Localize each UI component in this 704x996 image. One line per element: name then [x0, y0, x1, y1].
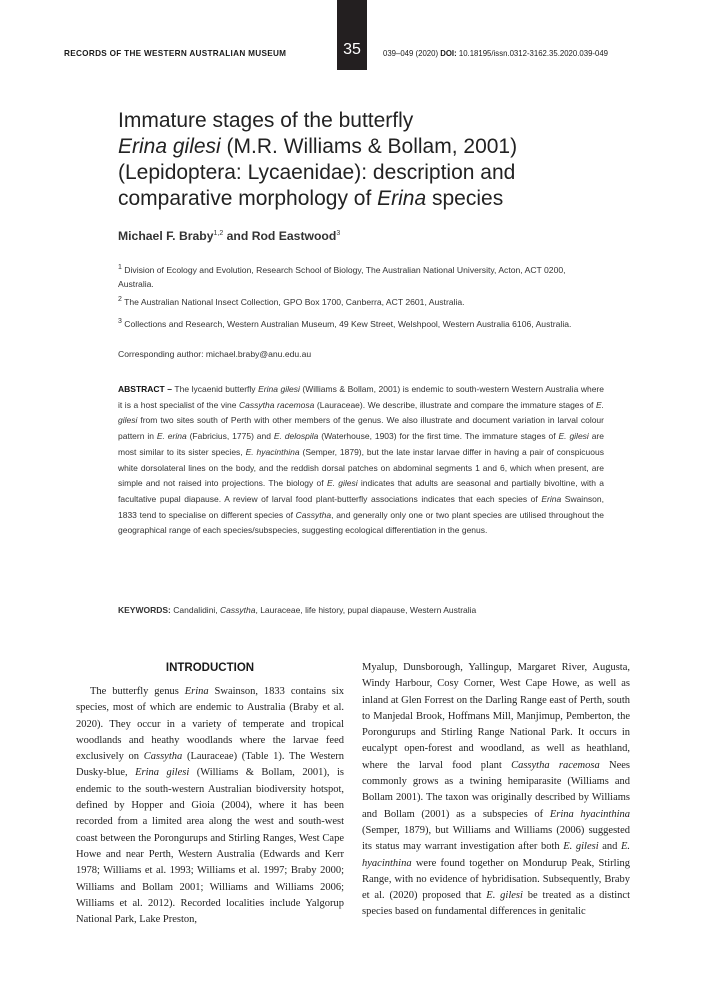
body-text: Nees commonly grows as a twining hemiparasite (Williams and Bollam 2001). The taxon was originally described by Williams and Bollam (2001) as a subspecies of: [362, 759, 630, 820]
abstract-text: are most similar to its sister species,: [118, 431, 604, 457]
affiliation-1: [118, 261, 603, 291]
keywords-text: , Lauraceae, life history, pupal diapause, Western Australia: [255, 605, 477, 615]
affiliation-3-text: Collections and Research, Western Australian Museum, 49 Kew Street, Welshpool, Western Australia 6106, Australia.: [124, 318, 572, 329]
abstract-text: (Semper, 1879), but the late instar larvae differ in having a pair of conspicuous white dorsolateral lines on the body, and the reddish dorsal patches on abdominal segments 1 and 6, which when present, are simple and not raised into projections. The biology of: [118, 446, 604, 489]
body-taxon: Erina gilesi: [135, 767, 190, 779]
abstract-taxon: E. gilesi: [558, 431, 589, 442]
abstract-text: indicates that adults are seasonal and partially bivoltine, with a facultative pupal diapause. A review of larval food plant-butterfly associations indicates that each species of: [118, 478, 605, 504]
body-taxon: Erina hyacinthina: [549, 808, 630, 820]
abstract-text: (Williams & Bollam, 2001) is endemic to south-western Western Australia where it is a host specialist of the vine: [118, 384, 604, 410]
body-text: (Semper, 1879), but Williams and Williams (2006) suggested its status may warrant investigation after both: [362, 824, 630, 853]
title-line-1: Immature stages of the butterfly: [118, 109, 414, 132]
page-range: 039–049 (2020): [383, 49, 439, 58]
abstract-taxon: Erina: [541, 493, 562, 504]
body-taxon: E. hyacinthina: [362, 841, 630, 869]
page-number: 35: [343, 41, 361, 58]
doi-line: [383, 49, 608, 58]
affiliation-1-text: Division of Ecology and Evolution, Research School of Biology, The Australian National University, Acton, ACT 0200, Australia.: [118, 264, 566, 289]
keywords-label: KEYWORDS:: [118, 605, 171, 615]
keywords-text: Candalidini,: [170, 605, 221, 615]
body-text: be treated as a distinct species based on fundamental differences in genitalic: [362, 890, 631, 918]
paragraph: [362, 660, 630, 921]
affiliation-1-number: 1: [118, 264, 122, 271]
body-text: were found together on Mondurup Peak, Stirling Range, with no evidence of hybridisation. Subsequently, Braby et al. (2020) proposed that: [362, 857, 630, 902]
affiliation-2-text: The Australian National Insect Collection, GPO Box 1700, Canberra, ACT 2601, Australia.: [124, 296, 465, 307]
title-line-2: (M.R. Williams & Bollam, 2001): [220, 135, 518, 158]
abstract-text: from two sites south of Perth with other members of the genus. We also illustrate and document variation in larval colour pattern in: [118, 415, 604, 442]
author-2-affil: 3: [336, 229, 341, 237]
abstract-taxon: Cassytha racemosa: [239, 399, 315, 410]
abstract-text: The lycaenid butterfly: [172, 384, 259, 394]
body-column-left: [76, 684, 344, 928]
paragraph: [76, 684, 344, 928]
abstract-text: , and generally only one or two plant species are utilised throughout the geographical range of each species/subspecies, suggesting ecological differentiation in the genus.: [118, 509, 604, 536]
body-text: The butterfly genus: [90, 686, 185, 697]
affiliation-2-number: 2: [118, 296, 122, 303]
title-line-4: comparative morphology of: [118, 187, 378, 210]
affiliation-3-number: 3: [118, 318, 122, 325]
abstract-taxon: E. gilesi: [118, 399, 604, 426]
abstract-taxon: E. delospila: [273, 431, 319, 442]
doi-value[interactable]: 10.18195/issn.0312-3162.35.2020.039-049: [458, 49, 609, 58]
abstract-taxon: Cassytha: [295, 509, 332, 520]
abstract-text: Swainson, 1833 tend to specialise on different species of: [118, 493, 604, 520]
abstract: [118, 382, 604, 539]
author-1: Michael F. Braby: [118, 229, 214, 243]
corresponding-author: Corresponding author: michael.braby@anu.edu.au: [118, 349, 312, 359]
abstract-taxon: E. erina: [156, 431, 187, 442]
abstract-text: (Fabricius, 1775) and: [186, 431, 274, 442]
body-text: (Lauraceae) (Table 1). The Western Dusky-blue,: [76, 751, 344, 779]
title-line-3: (Lepidoptera: Lycaenidae): description and: [118, 161, 516, 184]
affiliation-2: [118, 293, 603, 309]
abstract-taxon: E. gilesi: [326, 478, 358, 489]
body-taxon: Cassytha racemosa: [511, 759, 600, 771]
title-species: Erina gilesi: [118, 135, 221, 158]
abstract-taxon: E. hyacinthina: [245, 446, 300, 457]
body-taxon: E. gilesi: [563, 841, 599, 853]
page-number-tab: [337, 0, 367, 70]
affiliation-3: [118, 315, 603, 331]
body-taxon: Erina: [184, 686, 209, 697]
abstract-taxon: Erina gilesi: [258, 384, 300, 394]
abstract-label: ABSTRACT –: [118, 384, 173, 394]
authors: [118, 229, 340, 243]
author-2: Rod Eastwood: [251, 229, 337, 243]
keywords-taxon: Cassytha: [220, 605, 256, 615]
article-title: [118, 108, 598, 212]
doi-label: DOI:: [440, 49, 457, 58]
body-taxon: E. gilesi: [486, 890, 523, 902]
body-text: and: [598, 841, 621, 853]
abstract-text: (Lauraceae). We describe, illustrate and compare the immature stages of: [314, 399, 596, 410]
author-1-affil: 1,2: [213, 229, 224, 237]
abstract-text: (Waterhouse, 1903) for the first time. The immature stages of: [318, 431, 559, 442]
body-text: Myalup, Dunsborough, Yallingup, Margaret River, Augusta, Windy Harbour, Cosy Corner, West Cape Howe, as well as inland at Glen Forrest on the Darling Range east of Perth, south to Manjedal Brook, Hoffmans Mill, Manjimup, Pemberton, the Porongurups and Stirling Range National Park. It occurs in eucalypt open-forest and woodland, as well as heathland, where the larval food plant: [362, 662, 630, 771]
body-text: (Williams & Bollam, 2001), is endemic to the south-western Australian biodiversity hotspot, defined by Hopper and Gioia (2004), where it has been recorded from a limited area along the west and south-west coast between the Porongurups and Stirling Ranges, West Cape Howe and near Perth, Western Australia (Edwards and Kerr 1978; Williams et al. 1993; Williams et al. 1997; Braby 2000; Williams and Bollam 2001; Williams and Williams 2006; Williams et al. 2012). Recorded localities include Yalgorup National Park, Lake Preston,: [76, 767, 344, 926]
title-line-4-end: species: [426, 187, 504, 210]
title-genus: Erina: [377, 187, 427, 210]
journal-name: RECORDS OF THE WESTERN AUSTRALIAN MUSEUM: [64, 49, 287, 58]
body-column-right: [362, 660, 630, 921]
section-heading-introduction: INTRODUCTION: [165, 662, 255, 674]
author-and: and: [223, 229, 252, 243]
keywords: [118, 605, 604, 615]
body-text: Swainson, 1833 contains six species, most of which are endemic to Australia (Braby et al. 2020). They occur in a variety of temperate and tropical woodlands and heathy woodlands where the larvae feed exclusively on: [76, 686, 344, 763]
body-taxon: Cassytha: [143, 751, 183, 763]
